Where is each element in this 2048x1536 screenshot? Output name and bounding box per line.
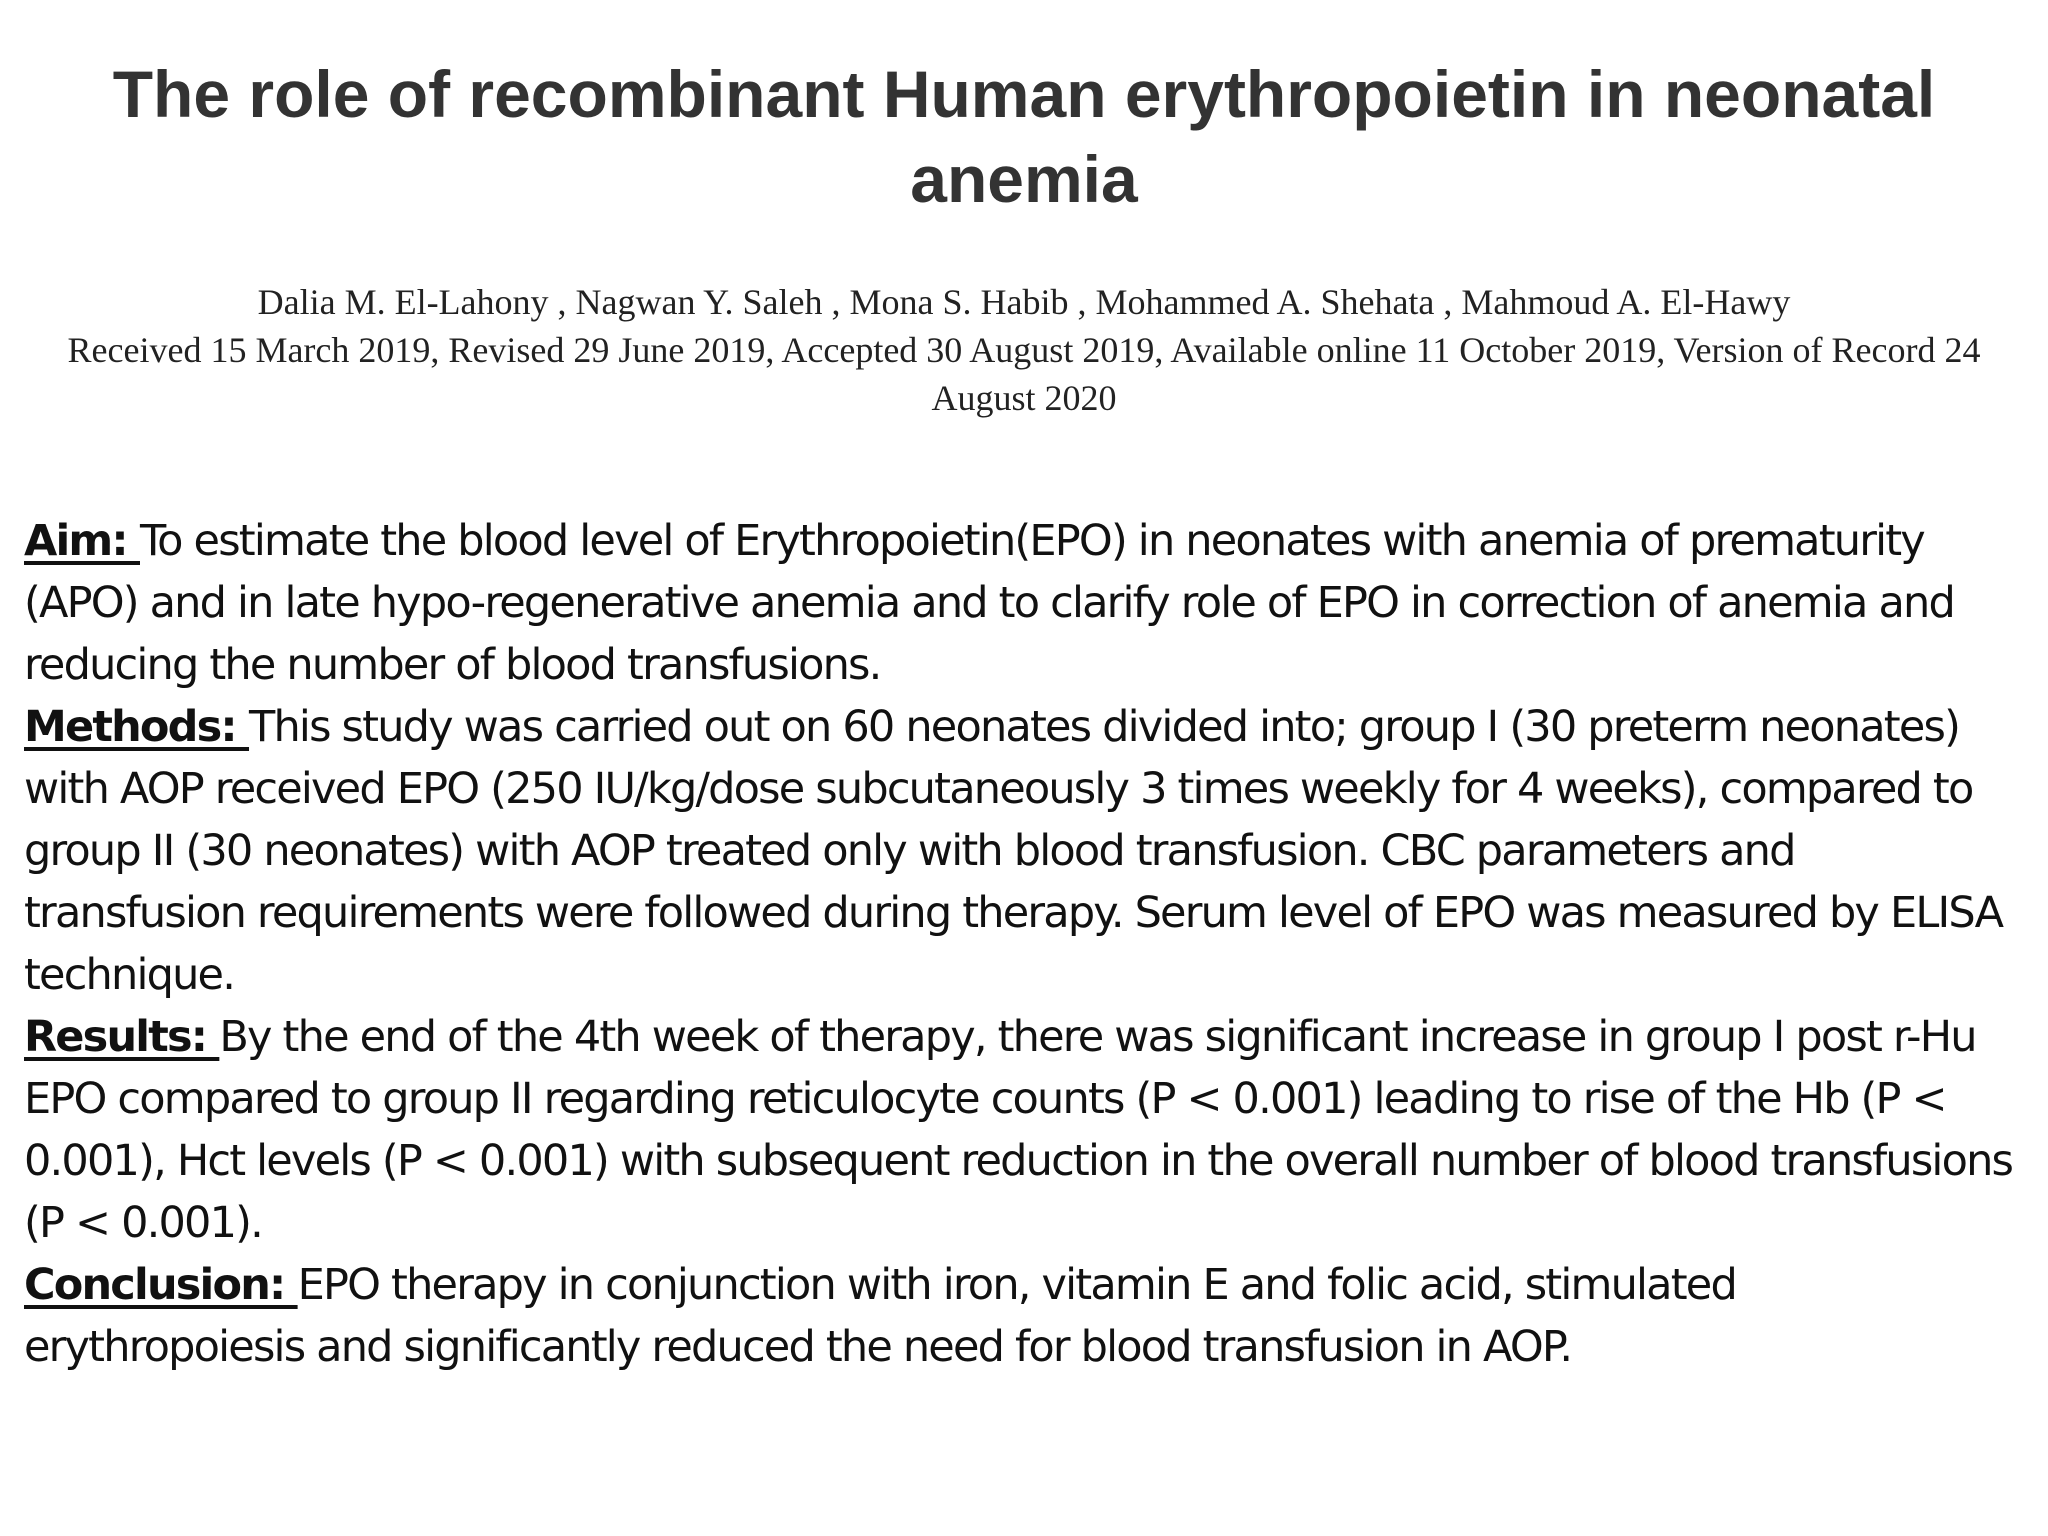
conclusion-label: Conclusion: — [24, 1260, 298, 1310]
paper-title: The role of recombinant Human erythropoietin in neonatal anemia — [112, 57, 1936, 216]
paper-metadata — [40, 278, 2008, 422]
methods-section — [24, 696, 2024, 1006]
methods-label: Methods: — [24, 702, 250, 752]
conclusion-text: EPO therapy in conjunction with iron, vitamin E and folic acid, stimulated erythropoiesis and significantly reduced the need for blood transfusion in AOP. — [24, 1260, 1736, 1372]
aim-section — [24, 510, 2024, 696]
conclusion-section — [24, 1254, 2024, 1378]
results-text: By the end of the 4th week of therapy, there was significant increase in group I post r-Hu EPO compared to group II regarding reticulocyte counts (P < 0.001) leading to rise of the Hb (P < 0.001), Hct levels (P < 0.001) with subsequent reduction in the overall number of blood transfusions (P < 0.001). — [24, 1012, 2013, 1248]
publication-dates: Received 15 March 2019, Revised 29 June 2019, Accepted 30 August 2019, Available online 11 October 2019, Version of Record 24 August 2020 — [67, 330, 1981, 418]
results-label: Results: — [24, 1012, 220, 1062]
author-list: Dalia M. El-Lahony , Nagwan Y. Saleh , Mona S. Habib , Mohammed A. Shehata , Mahmoud A. El-Hawy — [257, 282, 1791, 322]
aim-label: Aim: — [24, 516, 140, 566]
aim-text: To estimate the blood level of Erythropoietin(EPO) in neonates with anemia of prematurity (APO) and in late hypo-regenerative anemia and to clarify role of EPO in correction of anemia and reducing the number of blood transfusions. — [24, 516, 1954, 690]
methods-text: This study was carried out on 60 neonates divided into; group I (30 preterm neonates) with AOP received EPO (250 IU/kg/dose subcutaneously 3 times weekly for 4 weeks), compared to group II (30 neonates) with AOP treated only with blood transfusion. CBC parameters and transfusion requirements were followed during therapy. Serum level of EPO was measured by ELISA technique. — [24, 702, 2003, 1000]
abstract — [24, 510, 2024, 1378]
results-section — [24, 1006, 2024, 1254]
